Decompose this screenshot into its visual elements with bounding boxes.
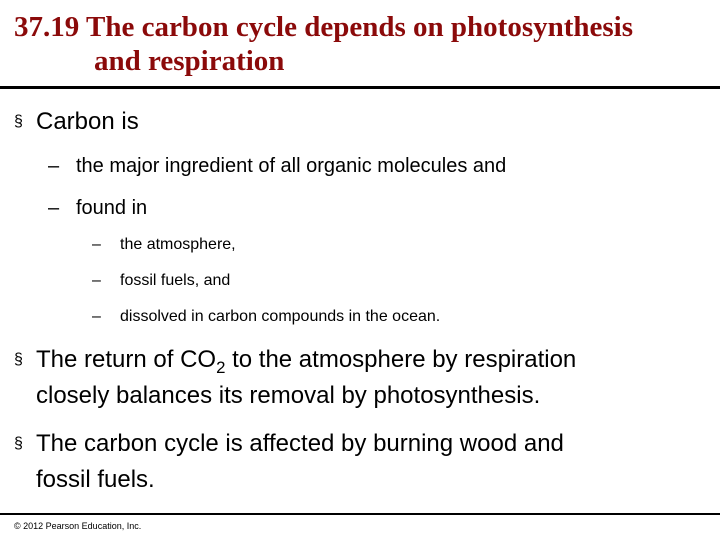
- bullet-carbon-is: [14, 104, 139, 140]
- bullet-text-start: The return of CO: [36, 346, 217, 373]
- co2-subscript: 2: [216, 358, 226, 377]
- bullet-text: Carbon is: [36, 108, 139, 135]
- bullet-text: The carbon cycle is affected by burning wood and: [36, 430, 564, 457]
- slide-title-line-1: 37.19 The carbon cycle depends on photosynthesis: [14, 11, 634, 43]
- sub-sub-bullet-fossil-fuels: [92, 270, 230, 292]
- sub-sub-bullet-ocean: [92, 306, 440, 328]
- bullet-text-end: to the atmosphere by respiration: [225, 346, 577, 373]
- sub-bullet-found-in: [48, 194, 147, 222]
- bullet-text-line-2: fossil fuels.: [36, 466, 155, 493]
- dash-marker-icon: –: [92, 236, 101, 253]
- title-divider: [0, 86, 720, 89]
- sub-sub-bullet-text: the atmosphere,: [120, 236, 236, 253]
- sub-bullet-text: the major ingredient of all organic molecules and: [76, 155, 507, 177]
- dash-marker-icon: –: [48, 197, 60, 219]
- footer-divider: [0, 513, 720, 515]
- bullet-text-line-2: closely balances its removal by photosynthesis.: [36, 382, 541, 409]
- slide-title-line-2: and respiration: [94, 45, 285, 77]
- bullet-marker-icon: §: [14, 351, 23, 368]
- bullet-text: [36, 342, 576, 378]
- dash-marker-icon: –: [48, 155, 60, 177]
- dash-marker-icon: –: [92, 308, 101, 325]
- copyright-footer: © 2012 Pearson Education, Inc.: [14, 521, 142, 531]
- bullet-marker-icon: §: [14, 113, 23, 130]
- sub-bullet-text: found in: [76, 197, 148, 219]
- sub-sub-bullet-text: dissolved in carbon compounds in the ocean.: [120, 308, 441, 325]
- sub-sub-bullet-text: fossil fuels, and: [120, 272, 231, 289]
- sub-sub-bullet-atmosphere: [92, 234, 236, 256]
- bullet-carbon-cycle-affected: [14, 426, 564, 498]
- dash-marker-icon: –: [92, 272, 101, 289]
- bullet-co2-return: [14, 342, 576, 414]
- slide-title: [14, 10, 714, 78]
- bullet-marker-icon: §: [14, 435, 23, 452]
- sub-bullet-ingredient: [48, 152, 506, 180]
